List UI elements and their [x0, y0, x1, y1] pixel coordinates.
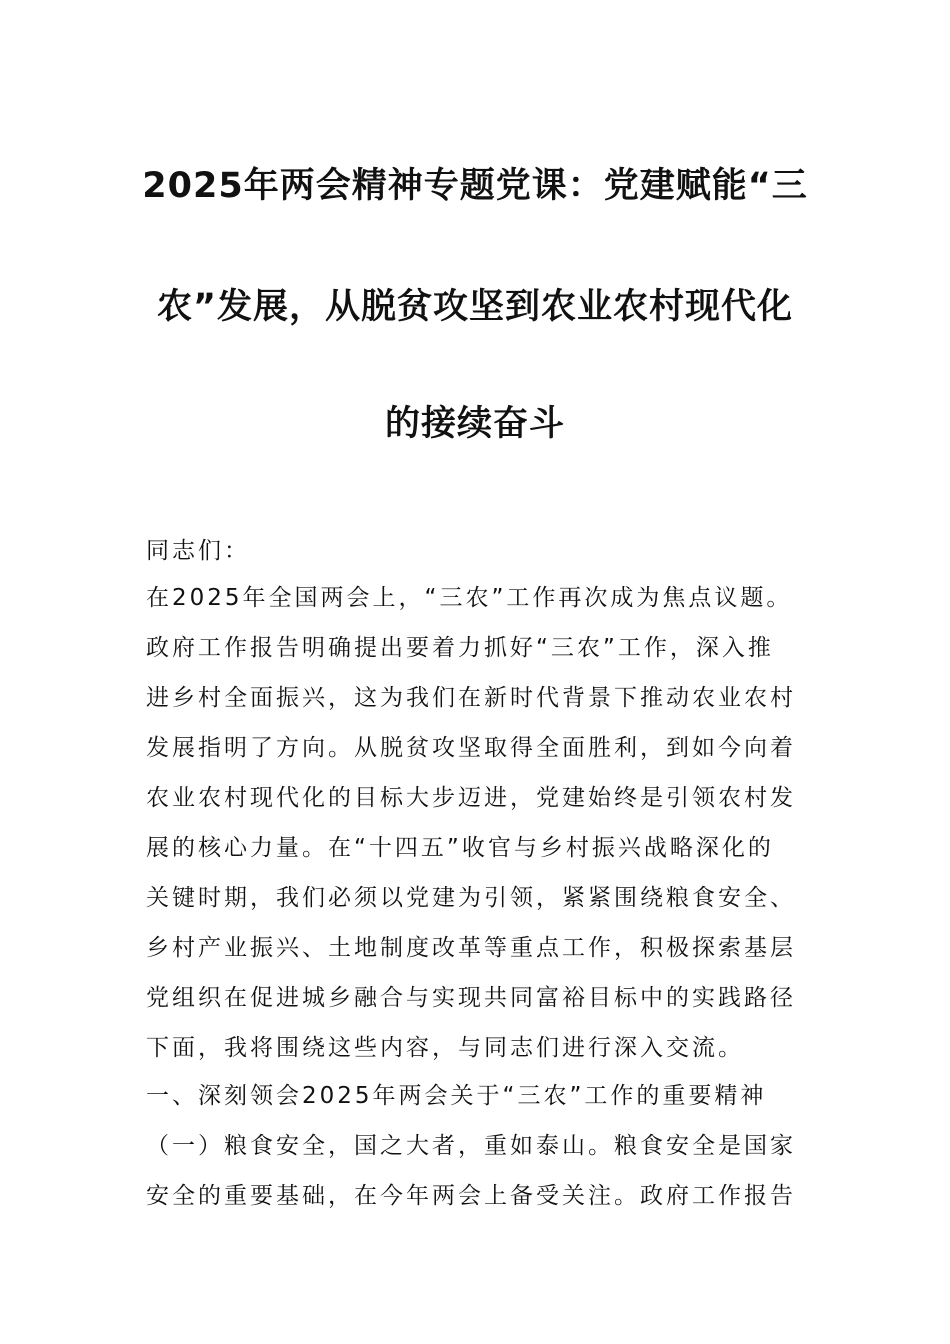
body-line: 展的核心力量。在“十四五”收官与乡村振兴战略深化的 [146, 835, 774, 861]
body-line: 进乡村全面振兴，这为我们在新时代背景下推动农业农村 [146, 685, 796, 711]
document-title-line-3: 的接续奋斗 [384, 404, 565, 444]
document-title-line-1: 2025年两会精神专题党课：党建赋能“三 [142, 166, 808, 206]
document-title-line-2: 农”发展，从脱贫攻坚到农业农村现代化 [156, 287, 793, 327]
body-line: 党组织在促进城乡融合与实现共同富裕目标中的实践路径 [146, 985, 796, 1011]
body-line: 安全的重要基础，在今年两会上备受关注。政府工作报告 [146, 1183, 796, 1209]
body-line: 发展指明了方向。从脱贫攻坚取得全面胜利，到如今向着 [146, 735, 796, 761]
body-line: 在2025年全国两会上，“三农”工作再次成为焦点议题。 [146, 585, 793, 611]
section-heading: 一、深刻领会2025年两会关于“三农”工作的重要精神 [146, 1083, 767, 1109]
body-line: 下面，我将围绕这些内容，与同志们进行深入交流。 [146, 1035, 744, 1061]
salutation: 同志们： [146, 538, 250, 564]
body-line: 乡村产业振兴、土地制度改革等重点工作，积极探索基层 [146, 935, 796, 961]
subsection-line: （一）粮食安全，国之大者，重如泰山。粮食安全是国家 [146, 1133, 796, 1159]
body-line: 政府工作报告明确提出要着力抓好“三农”工作，深入推 [146, 635, 774, 661]
body-line: 农业农村现代化的目标大步迈进，党建始终是引领农村发 [146, 785, 796, 811]
body-line: 关键时期，我们必须以党建为引领，紧紧围绕粮食安全、 [146, 885, 796, 911]
